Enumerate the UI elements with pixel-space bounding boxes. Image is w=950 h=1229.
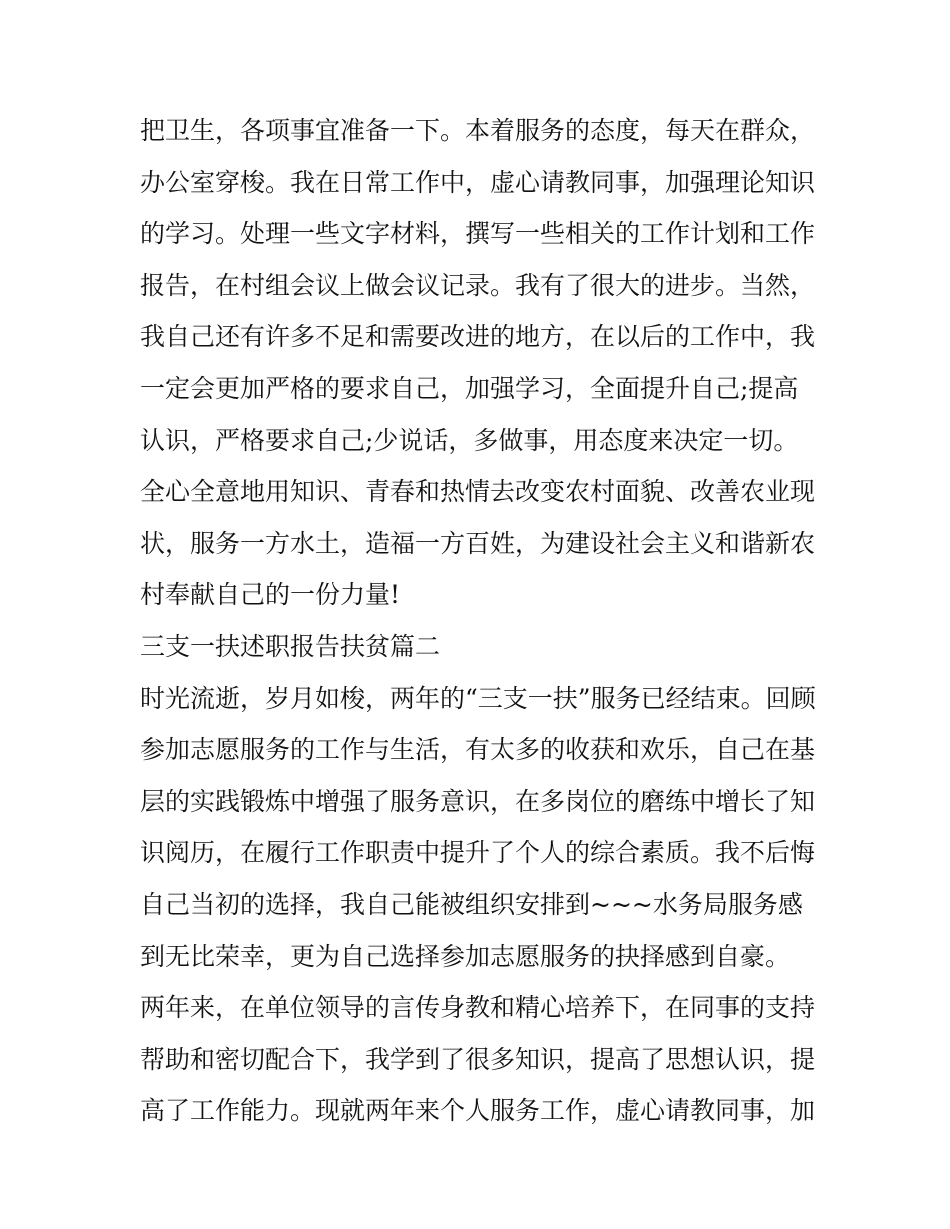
text-line: 的学习。处理一些文字材料，撰写一些相关的工作计划和工作 (140, 219, 816, 249)
text-line: 状，服务一方水土，造福一方百姓，为建设社会主义和谐新农 (140, 528, 816, 558)
text-line: 时光流逝，岁月如梭，两年的“三支一扶”服务已经结束。回顾 (140, 683, 816, 713)
section-heading: 三支一扶述职报告扶贫篇二 (140, 631, 441, 661)
text-line: 到无比荣幸，更为自己选择参加志愿服务的抉择感到自豪。 (140, 941, 791, 971)
text-line: 把卫生，各项事宜准备一下。本着服务的态度，每天在群众， (140, 116, 816, 145)
text-line: 认识，严格要求自己;少说话，多做事，用态度来决定一切。 (140, 425, 799, 455)
text-line: 自己当初的选择，我自己能被组织安排到~~~水务局服务感 (140, 889, 803, 919)
text-line: 一定会更加严格的要求自己，加强学习，全面提升自己;提高 (140, 373, 799, 403)
text-line: 全心全意地用知识、青春和热情去改变农村面貌、改善农业现 (140, 477, 816, 507)
text-line: 高了工作能力。现就两年来个人服务工作，虚心请教同事，加 (140, 1096, 816, 1126)
text-line: 村奉献自己的一份力量! (140, 580, 401, 610)
document-body (140, 105, 815, 1137)
text-line: 我自己还有许多不足和需要改进的地方，在以后的工作中，我 (140, 322, 816, 352)
text-line: 帮助和密切配合下，我学到了很多知识，提高了思想认识，提 (140, 1044, 816, 1074)
text-line: 识阅历，在履行工作职责中提升了个人的综合素质。我不后悔 (140, 838, 816, 868)
text-line: 层的实践锻炼中增强了服务意识，在多岗位的磨练中增长了知 (140, 786, 816, 816)
text-line: 报告，在村组会议上做会议记录。我有了很大的进步。当然， (140, 270, 816, 300)
text-line: 参加志愿服务的工作与生活，有太多的收获和欢乐，自己在基 (140, 735, 816, 765)
text-line: 办公室穿梭。我在日常工作中，虚心请教同事，加强理论知识 (140, 167, 816, 197)
text-line: 两年来，在单位领导的言传身教和精心培养下，在同事的支持 (140, 993, 816, 1023)
